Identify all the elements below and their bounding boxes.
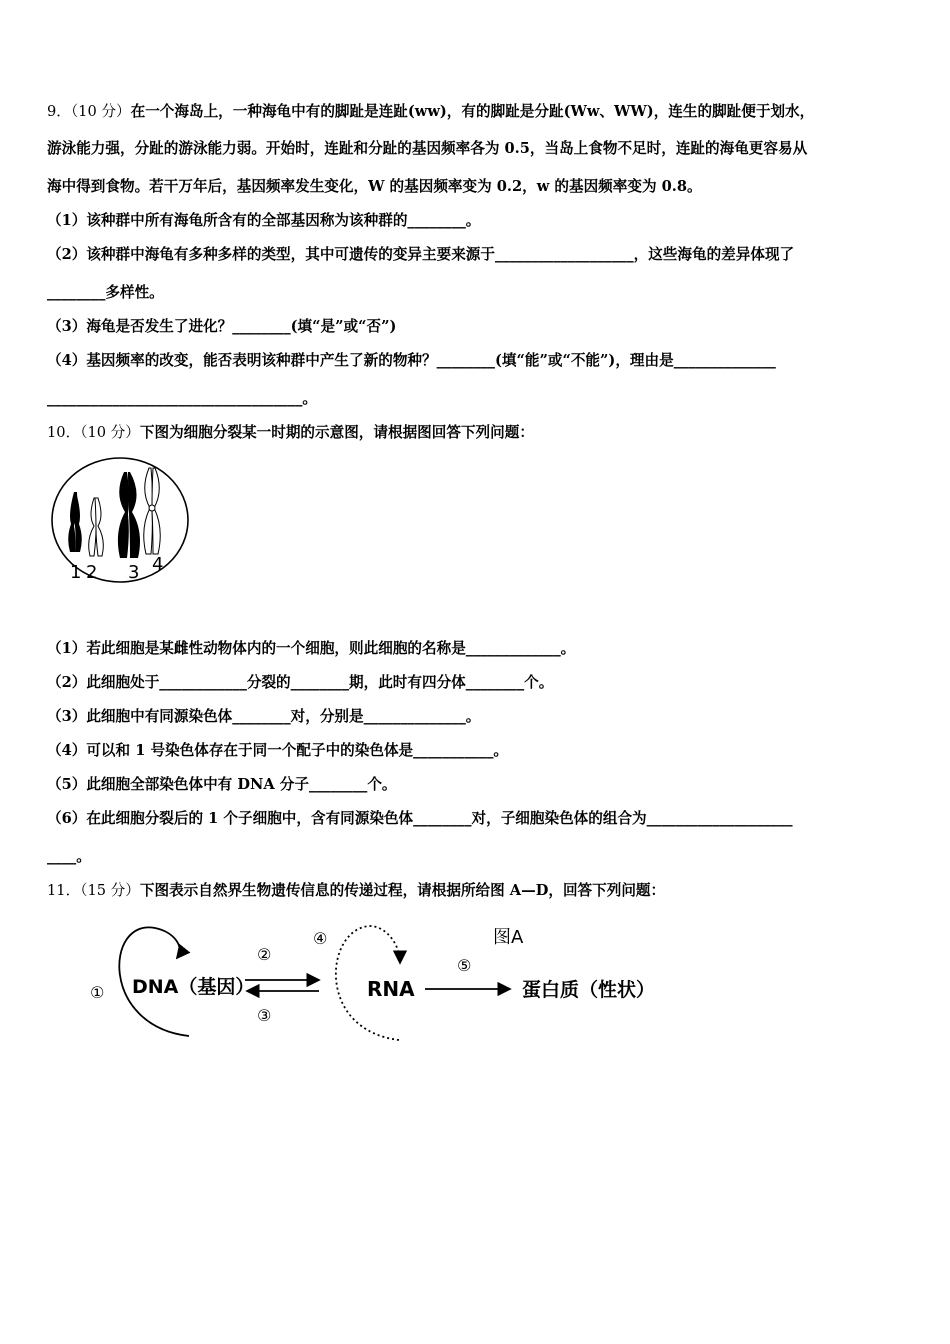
- q11-line-1: [47, 881, 910, 901]
- q10-number: 10．: [47, 424, 81, 441]
- q10-score: （10 分）: [80, 424, 140, 441]
- q9-sub-1: （1）该种群中所有海龟所含有的全部基因称为该种群的________。: [47, 212, 481, 229]
- protein-label: 蛋白质（性状）: [522, 979, 656, 1001]
- q9-stem-2: 游泳能力强，分趾的游泳能力弱。开始时，连趾和分趾的基因频率各为 0.5，当岛上食物不足时，连趾的海龟更容易从: [47, 140, 808, 157]
- q9-score: （10 分）: [70, 103, 131, 120]
- rna-label: RNA: [367, 977, 415, 1001]
- q10-sub-3: （3）此细胞中有同源染色体________对，分别是______________。: [47, 708, 481, 725]
- q10-sub-1: （1）若此细胞是某雌性动物体内的一个细胞，则此细胞的名称是_____________。: [47, 640, 576, 657]
- q10-sub-5: （5）此细胞全部染色体中有 DNA 分子________个。: [47, 776, 397, 793]
- q9-line-1: [47, 102, 910, 122]
- q10-sub-6: （6）在此细胞分裂后的 1 个子细胞中，含有同源染色体________对，子细胞染色体的组合为____________________: [47, 810, 793, 827]
- chromosome-label-1: 1: [70, 562, 82, 583]
- chromosome-1: [68, 492, 82, 552]
- chromosome-label-2: 2: [86, 562, 98, 583]
- q10-sub-2: （2）此细胞处于____________分裂的________期，此时有四分体________个。: [47, 674, 554, 691]
- q9-stem-3: 海中得到食物。若干万年后，基因频率发生变化，W 的基因频率变为 0.2，w 的基因频率变为 0.8。: [47, 178, 702, 195]
- q9-sub-2-cont: ________多样性。: [47, 284, 164, 301]
- q11-score: （15 分）: [80, 882, 140, 899]
- q9-sub-2: （2）该种群中海龟有多种多样的类型，其中可遗传的变异主要来源于___________________，这些海龟的差异体现了: [47, 246, 795, 263]
- q10-intro: 下图为细胞分裂某一时期的示意图，请根据图回答下列问题：: [139, 424, 534, 441]
- chromosome-label-3: 3: [128, 562, 140, 583]
- chromosome-2: [89, 498, 104, 556]
- q11-intro: 下图表示自然界生物遗传信息的传递过程，请根据所给图 A—D，回答下列问题：: [139, 882, 666, 899]
- step-4-label: ④: [313, 929, 328, 948]
- chromosome-label-4: 4: [152, 554, 164, 575]
- cell-division-figure: [48, 452, 193, 587]
- q10-sub-6-cont: ____。: [47, 848, 91, 865]
- q9-sub-3: （3）海龟是否发生了进化？________(填“是”或“否”): [47, 318, 397, 335]
- dna-label: DNA（基因）: [132, 976, 255, 998]
- step-5-label: ⑤: [457, 956, 472, 975]
- genetic-info-flow-figure: [85, 918, 685, 1048]
- chromosome-3: [118, 472, 140, 558]
- q9-number: 9．: [47, 103, 71, 120]
- q10-sub-4: （4）可以和 1 号染色体存在于同一个配子中的染色体是___________。: [47, 742, 508, 759]
- q11-number: 11．: [47, 882, 81, 899]
- figure-a-title: 图A: [493, 927, 524, 948]
- q10-line-1: [47, 423, 910, 443]
- step-3-label: ③: [257, 1006, 272, 1025]
- chromosome-4: [144, 468, 161, 554]
- step-1-label: ①: [90, 983, 105, 1002]
- q9-sub-4-cont: ___________________________________。: [47, 390, 317, 407]
- q9-stem-1: 在一个海岛上，一种海龟中有的脚趾是连趾(ww)，有的脚趾是分趾(Ww、WW)，连生的脚趾便于划水，: [130, 103, 815, 120]
- step-2-label: ②: [257, 945, 272, 964]
- q9-sub-4: （4）基因频率的改变，能否表明该种群中产生了新的物种？________(填“能”或“不能”)，理由是______________: [47, 352, 776, 369]
